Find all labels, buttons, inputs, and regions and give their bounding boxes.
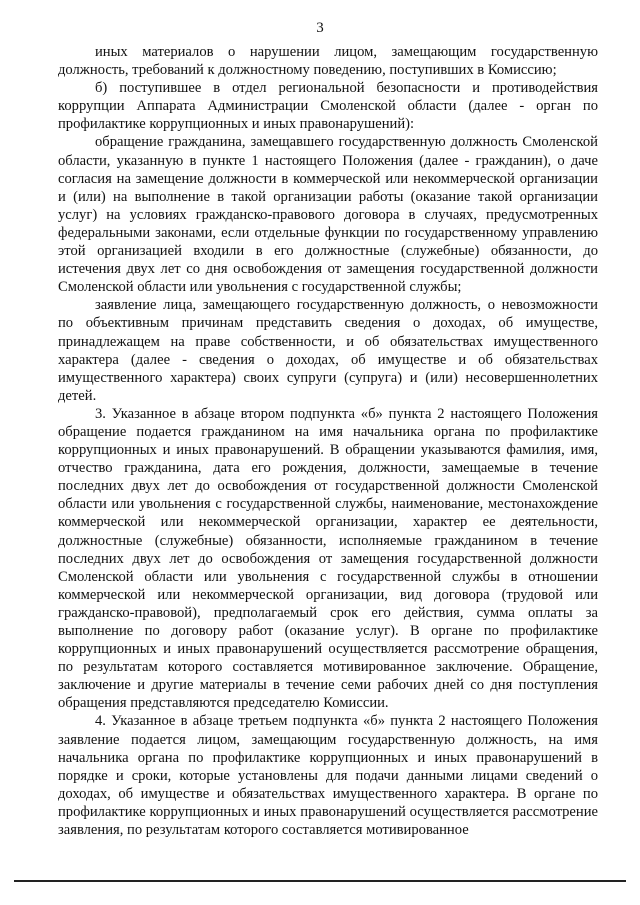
paragraph-3: обращение гражданина, замещавшего государственную должность Смоленской области, указанную в пункте 1 настоящего Положения (далее - гражданин), о даче согласия на замещение должности в коммерческой или некоммерческой организации и (или) на выполнение в такой организации работы (оказание такой организации услуг) на условиях гражданско-правового договора в случаях, предусмотренных федеральными законами, если отдельные функции по государственному управлению этой организацией входили в его должностные (служебные) обязанности, до истечения двух лет со дня освобождения от замещения государственной должности Смоленской области или увольнения с государственной службы; [58, 134, 598, 296]
paragraph-5: 3. Указанное в абзаце втором подпункта «б» пункта 2 настоящего Положения обращение подается гражданином на имя начальника органа по профилактике коррупционных и иных правонарушений. В обращении указываются фамилия, имя, отчество гражданина, дата его рождения, должности, замещаемые в течение последних двух лет до освобождения от государственной должности Смоленской области или увольнения с государственной службы, наименование, местонахождение коммерческой или некоммерческой организации, характер ее деятельности, должностные (служебные) обязанности, исполняемые гражданином в течение последних двух лет до освобождения от замещения государственной должности Смоленской области или увольнения с государственной службы в отношении коммерческой или некоммерческой организации, вид договора (трудовой или гражданско-правовой), предполагаемый срок его действия, сумма оплаты за выполнение по договору работ (оказание услуг). В органе по профилактике коррупционных и иных правонарушений осуществляется рассмотрение обращения, по результатам которого составляется мотивированное заключение. Обращение, заключение и другие материалы в течение семи рабочих дней со дня поступления обращения представляются председателю Комиссии. [58, 405, 598, 712]
document-body [58, 43, 598, 839]
paragraph-6: 4. Указанное в абзаце третьем подпункта «б» пункта 2 настоящего Положения заявление подается лицом, замещающим государственную должность, на имя начальника органа по профилактике коррупционных и иных правонарушений в порядке и сроки, которые установлены для подачи данными лицами сведений о доходах, об имуществе и обязательствах имущественного характера. В органе по профилактике коррупционных и иных правонарушений осуществляется рассмотрение заявления, по результатам которого составляется мотивированное [58, 713, 598, 839]
paragraph-2: б) поступившее в отдел региональной безопасности и противодействия коррупции Аппарата Администрации Смоленской области (далее - орган по профилактике коррупционных и иных правонарушений): [58, 80, 598, 133]
page-number: 3 [316, 20, 324, 36]
paragraph-1: иных материалов о нарушении лицом, замещающим государственную должность, требований к должностному поведению, поступивших в Комиссию; [58, 44, 598, 79]
page-bottom-divider [14, 880, 626, 882]
paragraph-4: заявление лица, замещающего государственную должность, о невозможности по объективным причинам представить сведения о доходах, об имуществе, принадлежащем на праве собственности, и об обязательствах имущественного характера (далее - сведения о доходах, об имуществе и об обязательствах имущественного характера) своих супруги (супруга) и (или) несовершеннолетних детей. [58, 297, 598, 404]
